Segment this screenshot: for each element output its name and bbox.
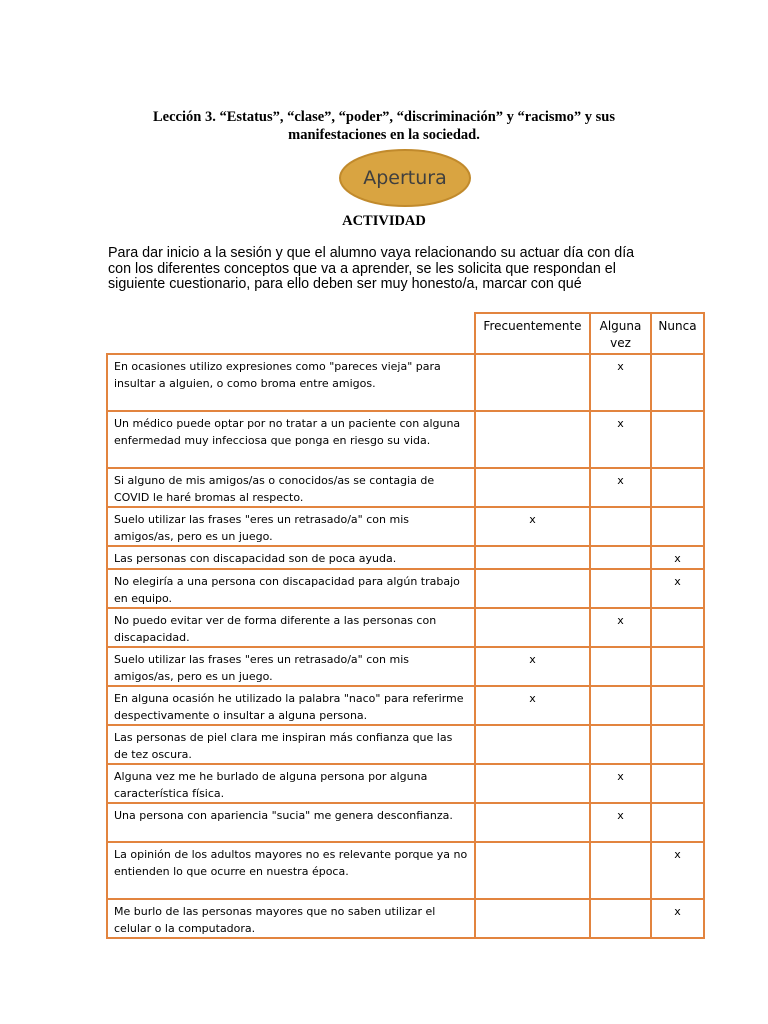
nunca-cell: [651, 608, 704, 647]
frecuentemente-cell: [475, 546, 590, 569]
header-frecuentemente: Frecuentemente: [475, 313, 590, 354]
alguna-vez-cell: [590, 686, 651, 725]
nunca-cell: [651, 507, 704, 546]
alguna-vez-cell: [590, 725, 651, 764]
alguna-vez-cell: [590, 569, 651, 608]
nunca-cell: [651, 354, 704, 411]
lesson-title: [120, 108, 648, 144]
apertura-badge: [338, 148, 472, 212]
statement-cell: En ocasiones utilizo expresiones como "pareces vieja" para insultar a alguien, o como broma entre amigos.: [107, 354, 475, 411]
statement-cell: Si alguno de mis amigos/as o conocidos/as se contagia de COVID le haré bromas al respecto.: [107, 468, 475, 507]
intro-paragraph: Para dar inicio a la sesión y que el alumno vaya relacionando su actuar día con día con los diferentes conceptos que va a aprender, se les solicita que respondan el siguiente cuestionario, para ello deben ser muy honesto/a, marcar con qué: [108, 245, 635, 292]
table-row: [107, 725, 704, 764]
table-row: [107, 608, 704, 647]
statement-cell: Las personas de piel clara me inspiran más confianza que las de tez oscura.: [107, 725, 475, 764]
alguna-vez-cell: [590, 647, 651, 686]
nunca-cell: [651, 468, 704, 507]
table-row: [107, 764, 704, 803]
nunca-cell: x: [651, 546, 704, 569]
lesson-title-line-1: Lección 3. “Estatus”, “clase”, “poder”, “discriminación” y “racismo” y sus: [153, 109, 615, 125]
alguna-vez-cell: [590, 507, 651, 546]
statement-cell: Me burlo de las personas mayores que no saben utilizar el celular o la computadora.: [107, 899, 475, 938]
frecuentemente-cell: [475, 899, 590, 938]
header-blank-cell: [107, 313, 475, 354]
statement-cell: Un médico puede optar por no tratar a un paciente con alguna enfermedad muy infecciosa que ponga en riesgo su vida.: [107, 411, 475, 468]
statement-cell: Una persona con apariencia "sucia" me genera desconfianza.: [107, 803, 475, 842]
nunca-cell: x: [651, 899, 704, 938]
alguna-vez-cell: x: [590, 468, 651, 507]
table-row: [107, 569, 704, 608]
activity-heading: ACTIVIDAD: [342, 213, 426, 229]
frecuentemente-cell: [475, 608, 590, 647]
table-row: [107, 546, 704, 569]
alguna-vez-cell: x: [590, 354, 651, 411]
frecuentemente-cell: [475, 411, 590, 468]
table-row: [107, 647, 704, 686]
frecuentemente-cell: x: [475, 507, 590, 546]
nunca-cell: [651, 764, 704, 803]
nunca-cell: [651, 647, 704, 686]
table-row: [107, 411, 704, 468]
statement-cell: No puedo evitar ver de forma diferente a las personas con discapacidad.: [107, 608, 475, 647]
statement-cell: Las personas con discapacidad son de poca ayuda.: [107, 546, 475, 569]
nunca-cell: x: [651, 569, 704, 608]
frecuentemente-cell: x: [475, 647, 590, 686]
header-nunca: Nunca: [651, 313, 704, 354]
apertura-badge-label: Apertura: [363, 167, 447, 189]
nunca-cell: [651, 686, 704, 725]
statement-cell: No elegiría a una persona con discapacidad para algún trabajo en equipo.: [107, 569, 475, 608]
frecuentemente-cell: [475, 354, 590, 411]
alguna-vez-cell: x: [590, 411, 651, 468]
table-row: [107, 686, 704, 725]
header-row: [107, 313, 704, 354]
frecuentemente-cell: [475, 764, 590, 803]
table-row: [107, 899, 704, 938]
header-alguna-vez: Alguna vez: [590, 313, 651, 354]
frecuentemente-cell: x: [475, 686, 590, 725]
nunca-cell: [651, 411, 704, 468]
alguna-vez-cell: [590, 842, 651, 899]
table-row: [107, 507, 704, 546]
nunca-cell: x: [651, 842, 704, 899]
frecuentemente-cell: [475, 569, 590, 608]
statement-cell: La opinión de los adultos mayores no es relevante porque ya no entienden lo que ocurre en nuestra época.: [107, 842, 475, 899]
alguna-vez-cell: [590, 899, 651, 938]
nunca-cell: [651, 803, 704, 842]
frecuentemente-cell: [475, 468, 590, 507]
statement-cell: Suelo utilizar las frases "eres un retrasado/a" con mis amigos/as, pero es un juego.: [107, 647, 475, 686]
frecuentemente-cell: [475, 842, 590, 899]
table-row: [107, 842, 704, 899]
alguna-vez-cell: x: [590, 803, 651, 842]
alguna-vez-cell: x: [590, 608, 651, 647]
alguna-vez-cell: [590, 546, 651, 569]
table-row: [107, 803, 704, 842]
statement-cell: Suelo utilizar las frases "eres un retrasado/a" con mis amigos/as, pero es un juego.: [107, 507, 475, 546]
lesson-title-line-2: manifestaciones en la sociedad.: [288, 127, 480, 143]
frecuentemente-cell: [475, 803, 590, 842]
nunca-cell: [651, 725, 704, 764]
statement-cell: En alguna ocasión he utilizado la palabra "naco" para referirme despectivamente o insultar a alguna persona.: [107, 686, 475, 725]
frecuentemente-cell: [475, 725, 590, 764]
statement-cell: Alguna vez me he burlado de alguna persona por alguna característica física.: [107, 764, 475, 803]
alguna-vez-cell: x: [590, 764, 651, 803]
questionnaire-table: [106, 312, 705, 939]
table-row: [107, 354, 704, 411]
table-row: [107, 468, 704, 507]
